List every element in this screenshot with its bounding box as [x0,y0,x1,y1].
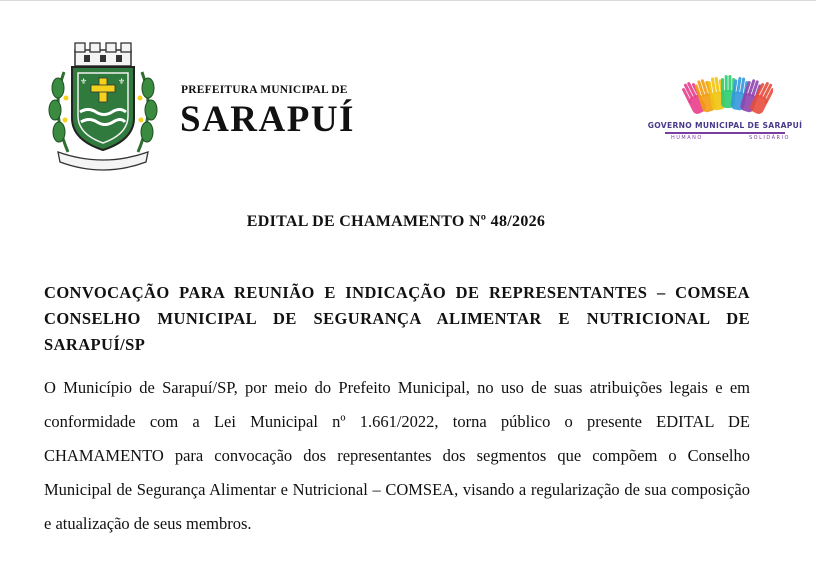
government-logo-tag-left: HUMANO [671,135,703,141]
city-name: SARAPUÍ [180,99,355,140]
government-logo-divider [665,132,785,134]
document-title: EDITAL DE CHAMAMENTO Nº 48/2026 [246,213,546,230]
government-logo-tag-right: SOLIDÁRIO [749,135,790,141]
prefeitura-label: PREFEITURA MUNICIPAL DE [181,84,348,96]
svg-text:⚜: ⚜ [80,77,88,86]
government-logo [645,60,805,145]
coat-of-arms-logo [40,40,166,172]
section-heading: CONVOCAÇÃO PARA REUNIÃO E INDICAÇÃO DE REPRESENTANTES – COMSEA CONSELHO MUNICIPAL DE SEGURANÇA ALIMENTAR E NUTRICIONAL DE SARAPUÍ/SP [44,283,750,354]
svg-text:⚜: ⚜ [118,77,126,86]
body-paragraph: O Município de Sarapuí/SP, por meio do Prefeito Municipal, no uso de suas atribuições legais e em conformidade com a Lei Municipal nº 1.661/2022, torna público o presente EDITAL DE CHAMAMENTO para convocação dos representantes dos segmentos que compõem o Conselho Municipal de Segurança Alimentar e Nutricional – COMSEA, visando a regularização de sua composição e atualização de seus membros. [44,378,750,533]
top-divider [0,0,816,1]
government-logo-name: GOVERNO MUNICIPAL DE SARAPUÍ [647,121,803,130]
colorful-hands-icon [681,60,773,120]
